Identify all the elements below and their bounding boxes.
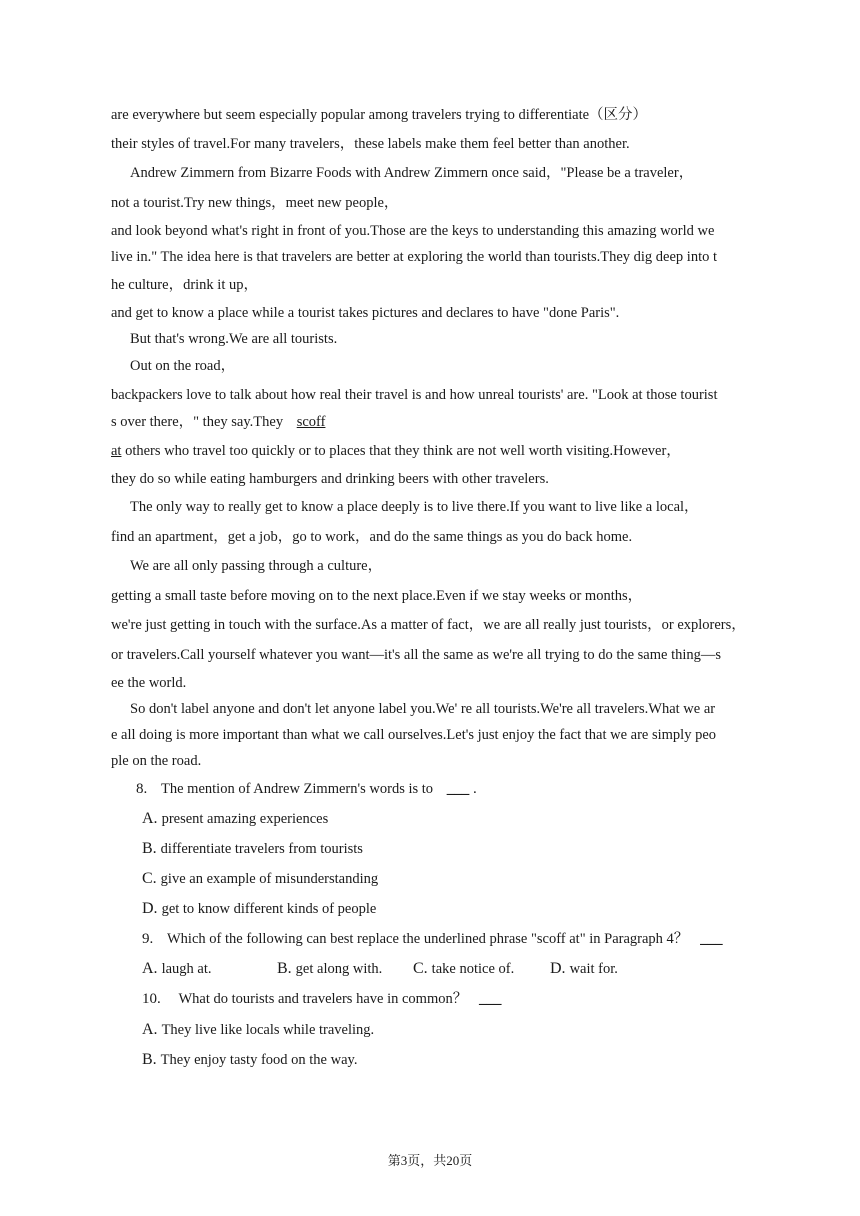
option-8a[interactable] <box>142 810 328 828</box>
option-text: take notice of. <box>431 961 515 977</box>
option-9d[interactable] <box>550 960 618 978</box>
option-letter: D. <box>142 900 158 917</box>
question-number: 10. <box>142 991 161 1007</box>
question-text: The mention of Andrew Zimmern's words is to <box>161 781 434 797</box>
passage-line: backpackers love to talk about how real their travel is and how unreal tourists' are. "Look at those tourist <box>111 387 718 403</box>
option-text: wait for. <box>569 961 618 977</box>
option-letter: C. <box>142 870 157 887</box>
option-letter: D. <box>550 960 566 977</box>
passage-line: We are all only passing through a culture， <box>130 558 383 574</box>
option-text: differentiate travelers from tourists <box>160 841 363 857</box>
passage-line: ee the world. <box>111 675 187 691</box>
option-text: They live like locals while traveling. <box>161 1022 375 1038</box>
passage-line: or travelers.Call yourself whatever you want—it's all the same as we're all trying to do the same thing—s <box>111 647 722 663</box>
passage-line: live in." The idea here is that travelers are better at exploring the world than tourists.They dig deep into t <box>111 249 718 265</box>
passage-line: we're just getting in touch with the surface.As a matter of fact，we are all really just tourists，or explorers， <box>111 617 746 633</box>
underlined-phrase-scoff: scoff <box>296 414 326 430</box>
option-9a[interactable] <box>142 960 212 978</box>
passage-text: s over there，" they say.They <box>111 414 284 430</box>
option-text: get to know different kinds of people <box>161 901 377 917</box>
question-suffix: . <box>473 781 477 797</box>
option-8c[interactable] <box>142 870 378 888</box>
passage-text: others who travel too quickly or to places that they think are not well worth visiting.However， <box>125 443 681 459</box>
underlined-phrase-at: at <box>111 443 122 459</box>
option-letter: B. <box>277 960 292 977</box>
option-text: laugh at. <box>161 961 212 977</box>
passage-line: he culture，drink it up， <box>111 277 258 293</box>
option-8b[interactable] <box>142 840 363 858</box>
passage-line: getting a small taste before moving on to the next place.Even if we stay weeks or months， <box>111 588 643 604</box>
question-number: 8. <box>136 781 148 797</box>
passage-line: find an apartment，get a job，go to work，and do the same things as you do back home. <box>111 529 633 545</box>
passage-line: But that's wrong.We are all tourists. <box>130 331 338 347</box>
passage-line: their styles of travel.For many travelers，these labels make them feel better than another. <box>111 136 630 152</box>
option-text: get along with. <box>295 961 383 977</box>
question-9 <box>142 930 723 948</box>
passage-line: they do so while eating hamburgers and drinking beers with other travelers. <box>111 471 549 487</box>
passage-line: Out on the road， <box>130 358 236 374</box>
question-8 <box>136 780 477 798</box>
passage-line: e all doing is more important than what we call ourselves.Let's just enjoy the fact that we are simply peo <box>111 727 716 743</box>
option-letter: B. <box>142 840 157 857</box>
option-letter: B. <box>142 1051 157 1068</box>
option-10a[interactable] <box>142 1021 374 1039</box>
question-text: What do tourists and travelers have in common？ <box>178 991 468 1007</box>
question-number: 9. <box>142 931 154 947</box>
page-number-footer: 第3页，共20页 <box>387 1153 473 1168</box>
question-text: Which of the following can best replace the underlined phrase "scoff at" in Paragraph 4？ <box>167 931 689 947</box>
passage-line: are everywhere but seem especially popular among travelers trying to differentiate（区分） <box>111 107 648 123</box>
answer-blank[interactable]: ___ <box>700 931 723 947</box>
option-9c[interactable] <box>413 960 514 978</box>
option-text: They enjoy tasty food on the way. <box>160 1052 358 1068</box>
option-text: present amazing experiences <box>161 811 329 827</box>
option-8d[interactable] <box>142 900 376 918</box>
passage-line: and look beyond what's right in front of you.Those are the keys to understanding this amazing world we <box>111 223 715 239</box>
passage-line: The only way to really get to know a place deeply is to live there.If you want to live like a local， <box>130 499 699 515</box>
option-text: give an example of misunderstanding <box>160 871 379 887</box>
passage-line: and get to know a place while a tourist takes pictures and declares to have "done Paris". <box>111 305 620 321</box>
answer-blank[interactable]: ___ <box>478 991 502 1007</box>
option-letter: A. <box>142 960 158 977</box>
passage-line <box>111 442 681 460</box>
question-10 <box>142 990 501 1008</box>
option-9b[interactable] <box>277 960 382 978</box>
answer-blank[interactable]: ___ <box>446 781 470 797</box>
passage-line: Andrew Zimmern from Bizarre Foods with Andrew Zimmern once said，"Please be a traveler， <box>130 165 694 181</box>
passage-line: So don't label anyone and don't let anyone label you.We' re all tourists.We're all travelers.What we ar <box>130 701 716 717</box>
passage-line: not a tourist.Try new things，meet new people， <box>111 195 399 211</box>
passage-line: ple on the road. <box>111 753 202 769</box>
option-letter: A. <box>142 810 158 827</box>
passage-line <box>111 413 325 431</box>
option-letter: C. <box>413 960 428 977</box>
option-letter: A. <box>142 1021 158 1038</box>
option-10b[interactable] <box>142 1051 357 1069</box>
